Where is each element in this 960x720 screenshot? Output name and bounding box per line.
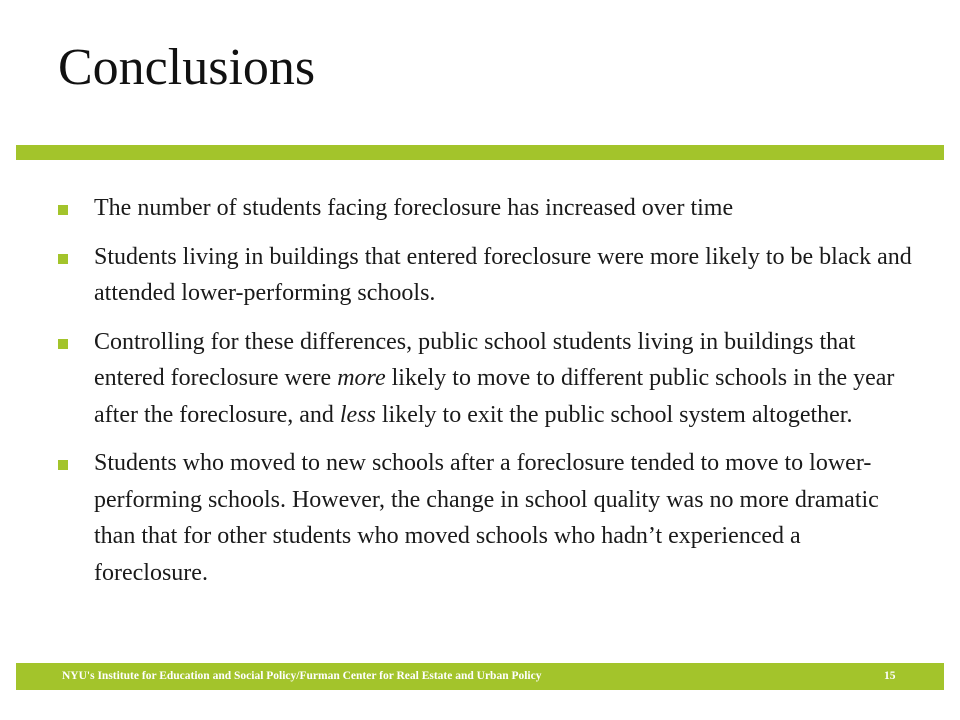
bullet-text xyxy=(94,195,733,221)
footer-text: NYU's Institute for Education and Social Policy/Furman Center for Real Estate and Urban Policy xyxy=(62,670,542,682)
bullet-text xyxy=(94,450,879,586)
bullet-list xyxy=(0,190,960,603)
bullet-text-run: Students who moved to new schools after a foreclosure tended to move to lower-performing schools. However, the change in school quality was no more dramatic than that for other students who moved schools who hadn’t experienced a foreclosure. xyxy=(94,450,879,586)
emphasis-text: more xyxy=(337,365,386,391)
bullet-text-run: likely to move to different public schools in the year after the foreclosure, and xyxy=(94,365,895,428)
bullet-item xyxy=(0,445,914,591)
square-bullet-icon xyxy=(58,254,68,264)
bullet-item xyxy=(0,239,914,312)
bullet-item xyxy=(0,190,914,227)
bullet-text-run: likely to exit the public school system altogether. xyxy=(375,401,853,428)
bullet-text-run: Controlling for these differences, public school students living in buildings that entered foreclosure were xyxy=(94,328,856,391)
square-bullet-icon xyxy=(58,460,68,470)
square-bullet-icon xyxy=(58,205,68,215)
bullet-item xyxy=(0,324,914,434)
title-divider xyxy=(16,145,944,160)
emphasis-text: less xyxy=(339,401,376,428)
slide-title: Conclusions xyxy=(58,39,316,96)
bullet-text-run: Students living in buildings that entered foreclosure were more likely to be black and attended lower-performing schools. xyxy=(94,243,912,306)
bullet-text-run: The number of students facing foreclosure has increased over time xyxy=(94,195,734,221)
footer-bar xyxy=(16,663,944,690)
square-bullet-icon xyxy=(58,339,68,349)
page-number: 15 xyxy=(884,670,896,682)
bullet-text xyxy=(94,329,894,428)
bullet-text xyxy=(94,244,912,307)
